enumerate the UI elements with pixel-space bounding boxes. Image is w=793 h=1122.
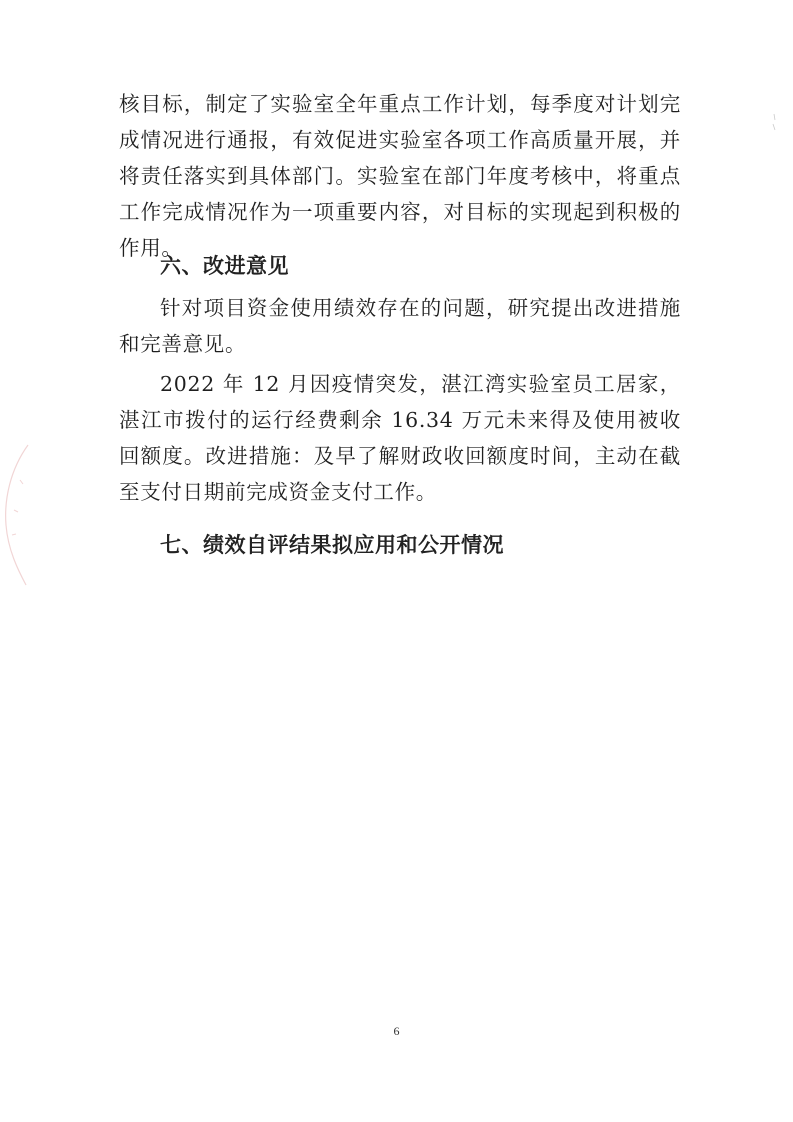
section-heading-improvement: 六、改进意见 [160, 254, 289, 278]
page-number: 6 [393, 1024, 400, 1038]
section-heading-application: 七、绩效自评结果拟应用和公开情况 [160, 533, 504, 557]
paragraph-improvement-intro: 针对项目资金使用绩效存在的问题，研究提出改进措施和完善意见。 [119, 296, 681, 356]
scan-edge-mark [767, 112, 781, 132]
paragraph-improvement-detail: 2022 年 12 月因疫情突发，湛江湾实验室员工居家，湛江市拨付的运行经费剩余 16.34 万元未来得及使用被收回额度。改进措施：及早了解财政收回额度时间，主动在截至支付日期前完成资金支付工作。 [119, 372, 681, 504]
stamp-edge-mark [0, 440, 30, 590]
paragraph-continued: 核目标，制定了实验室全年重点工作计划，每季度对计划完成情况进行通报，有效促进实验室各项工作高质量开展，并将责任落实到具体部门。实验室在部门年度考核中，将重点工作完成情况作为一项重要内容，对目标的实现起到积极的作用。 [119, 92, 681, 260]
